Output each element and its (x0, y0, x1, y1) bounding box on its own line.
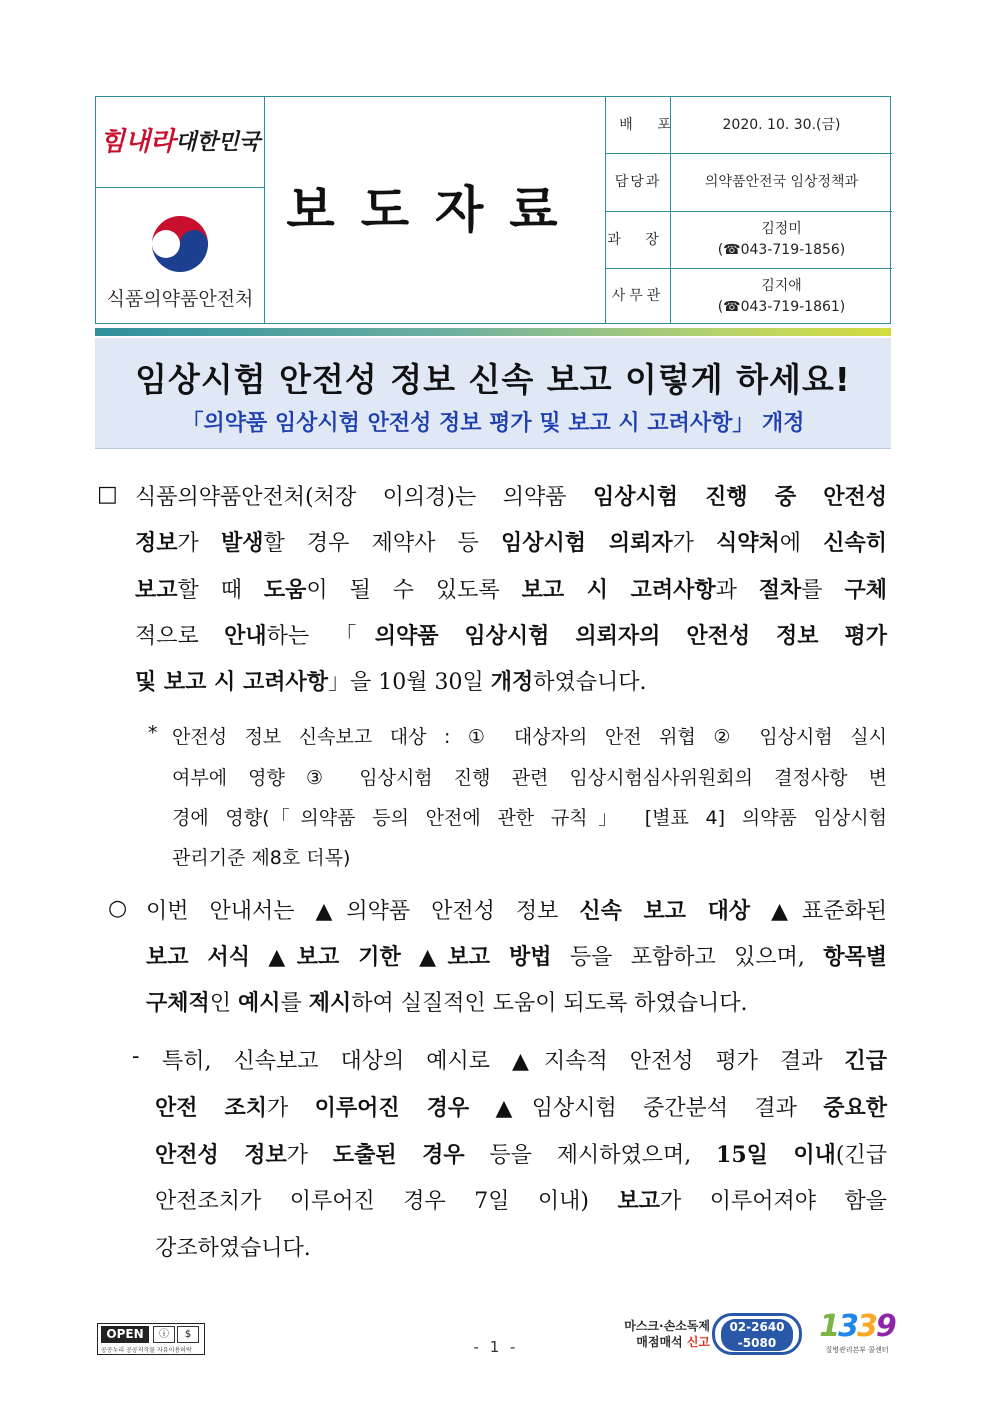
agency-logo (96, 188, 264, 324)
press-release-header-table (95, 96, 891, 324)
bold-phrase: 구체적 (146, 990, 210, 1016)
p1-line: 적으로 안내하는 「의약품 임상시험 의뢰자의 안전성 정보 평가 (135, 623, 888, 649)
note-marker: * (148, 722, 158, 744)
bold-phrase: 예시 (238, 990, 281, 1016)
open-label: OPEN (101, 1326, 149, 1343)
bold-phrase: 식약처 (716, 530, 780, 556)
decorative-gradient-bar (95, 328, 891, 336)
bold-phrase: 중요한 (823, 1095, 888, 1121)
hotline-caption: 질병관리본부 콜센터 (825, 1346, 889, 1354)
bold-phrase: 발생 (220, 530, 264, 556)
bold-phrase: 안내 (224, 623, 267, 649)
bold-phrase: 신속 보고 대상 (579, 898, 751, 924)
slogan-logo: 힘내라 대한민국 (99, 126, 261, 157)
distribution-label: 배 포 (619, 116, 681, 133)
p2-line: 이번 안내서는 ▲의약품 안전성 정보 신속 보고 대상 ▲표준화된 (146, 898, 887, 924)
report-phone-1: 02-2640 (729, 1320, 785, 1334)
noncommercial-icon: $ (177, 1326, 199, 1343)
bold-phrase: 보고 방법 (447, 944, 552, 970)
bold-phrase: 이루어진 경우 (314, 1095, 470, 1121)
dash-bullet: - (132, 1044, 140, 1069)
bold-phrase: 제시 (308, 990, 352, 1016)
hotline-1339-logo: 1339 (819, 1309, 895, 1344)
bold-phrase: 안전 조치 (155, 1095, 268, 1121)
attribution-icon: ⓘ (153, 1326, 175, 1343)
p1-line: 및 보고 시 고려사항」을 10월 30일 개정하였습니다. (135, 669, 647, 695)
note-line: 관리기준 제8호 더목) (172, 847, 351, 869)
director-label: 과 장 (607, 231, 669, 248)
bold-phrase: 도출된 경우 (332, 1142, 465, 1168)
note-line: 경에 영향(「의약품 등의 안전에 관한 규칙」 [별표 4] 의약품 임상시험 (172, 807, 887, 829)
headline-box (95, 338, 891, 449)
bold-phrase: 임상시험 의뢰자 (500, 530, 673, 556)
document-type-title: 보도자료 (286, 181, 584, 239)
p1-line: 보고할 때 도움이 될 수 있도록 보고 시 고려사항과 절차를 구체 (135, 577, 887, 603)
bold-phrase: 보고 서식 (146, 944, 251, 970)
department-value: 의약품안전국 임상정책과 (704, 174, 859, 190)
bold-phrase: 의약품 임상시험 의뢰자의 안전성 정보 평가 (374, 623, 888, 649)
bold-phrase: 임상시험 진행 중 안전성 (592, 484, 887, 510)
agency-name: 식품의약품안전처 (106, 288, 254, 310)
report-phone-2: -5080 (737, 1336, 777, 1350)
distribution-date: 2020. 10. 30.(금) (722, 116, 841, 133)
headline-subtitle: 「의약품 임상시험 안전성 정보 평가 및 보고 시 고려사항」 개정 (181, 411, 805, 436)
p2-line: 구체적인 예시를 제시하여 실질적인 도움이 되도록 하였습니다. (146, 990, 748, 1016)
bold-phrase: 개정 (490, 669, 534, 695)
p3-line: 안전 조치가 이루어진 경우 ▲임상시험 중간분석 결과 중요한 (155, 1095, 888, 1121)
mask-line-2a: 매점매석 (636, 1335, 687, 1349)
p1-line: 식품의약품안전처(처장 이의경)는 의약품 임상시험 진행 중 안전성 (135, 484, 887, 510)
open-license-caption: 공공누리 공공저작물 자유이용허락 (101, 1347, 192, 1354)
officer-contact (671, 269, 892, 324)
note-line: 안전성 정보 신속보고 대상 : ① 대상자의 안전 위협 ② 임상시험 실시 (172, 726, 887, 748)
officer-name: 김지애 (761, 277, 802, 294)
bold-phrase: 구체 (844, 577, 887, 603)
p3-line: 안전성 정보가 도출된 경우 등을 제시하였으며, 15일 이내(긴급 (155, 1142, 887, 1168)
officer-label: 사무관 (611, 288, 665, 304)
director-contact (671, 212, 892, 268)
bold-phrase: 도움 (263, 577, 307, 603)
mask-line-2b: 신고 (686, 1335, 710, 1349)
headline-title: 임상시험 안전성 정보 신속 보고 이렇게 하세요! (135, 360, 851, 399)
bold-phrase: 보고 시 고려사항 (521, 577, 716, 603)
page-number: - 1 - (473, 1338, 519, 1356)
department-label: 담당과 (614, 174, 662, 190)
director-phone: (☎043-719-1856) (717, 242, 846, 258)
taegeuk-emblem-icon (148, 212, 212, 276)
bold-phrase: 15일 이내 (716, 1142, 836, 1168)
bold-phrase: 보고 (135, 577, 178, 603)
director-name: 김정미 (761, 221, 802, 237)
officer-phone: (☎043-719-1861) (717, 298, 846, 315)
bold-phrase: 및 보고 시 고려사항 (135, 669, 328, 695)
mask-line-1: 마스크·손소독제 (624, 1319, 710, 1333)
note-line: 여부에 영향 ③ 임상시험 진행 관련 임상시험심사위원회의 결정사항 변 (172, 767, 887, 789)
square-bullet: □ (97, 482, 118, 507)
bold-phrase: 정보 (135, 530, 178, 556)
p3-line: 특히, 신속보고 대상의 예시로 ▲지속적 안전성 평가 결과 긴급 (162, 1048, 887, 1074)
circle-bullet: ○ (108, 896, 128, 921)
bold-phrase: 긴급 (844, 1048, 887, 1074)
bold-phrase: 신속히 (823, 530, 887, 556)
p3-line: 강조하였습니다. (155, 1236, 311, 1261)
bold-phrase: 보고 기한 (296, 944, 401, 970)
p2-line: 보고 서식 ▲보고 기한 ▲보고 방법 등을 포함하고 있으며, 항목별 (146, 944, 887, 970)
mask-hoarding-report-text (620, 1318, 710, 1350)
report-phone-badge (712, 1313, 802, 1355)
p3-line: 안전조치가 이루어진 경우 7일 이내) 보고가 이루어져야 함을 (155, 1188, 887, 1214)
bold-phrase: 보고 (617, 1188, 661, 1214)
bold-phrase: 항목별 (823, 944, 887, 970)
bold-phrase: 절차 (758, 577, 802, 603)
bold-phrase: 안전성 정보 (155, 1142, 287, 1168)
p1-line: 정보가 발생할 경우 제약사 등 임상시험 의뢰자가 식약처에 신속히 (135, 530, 887, 556)
